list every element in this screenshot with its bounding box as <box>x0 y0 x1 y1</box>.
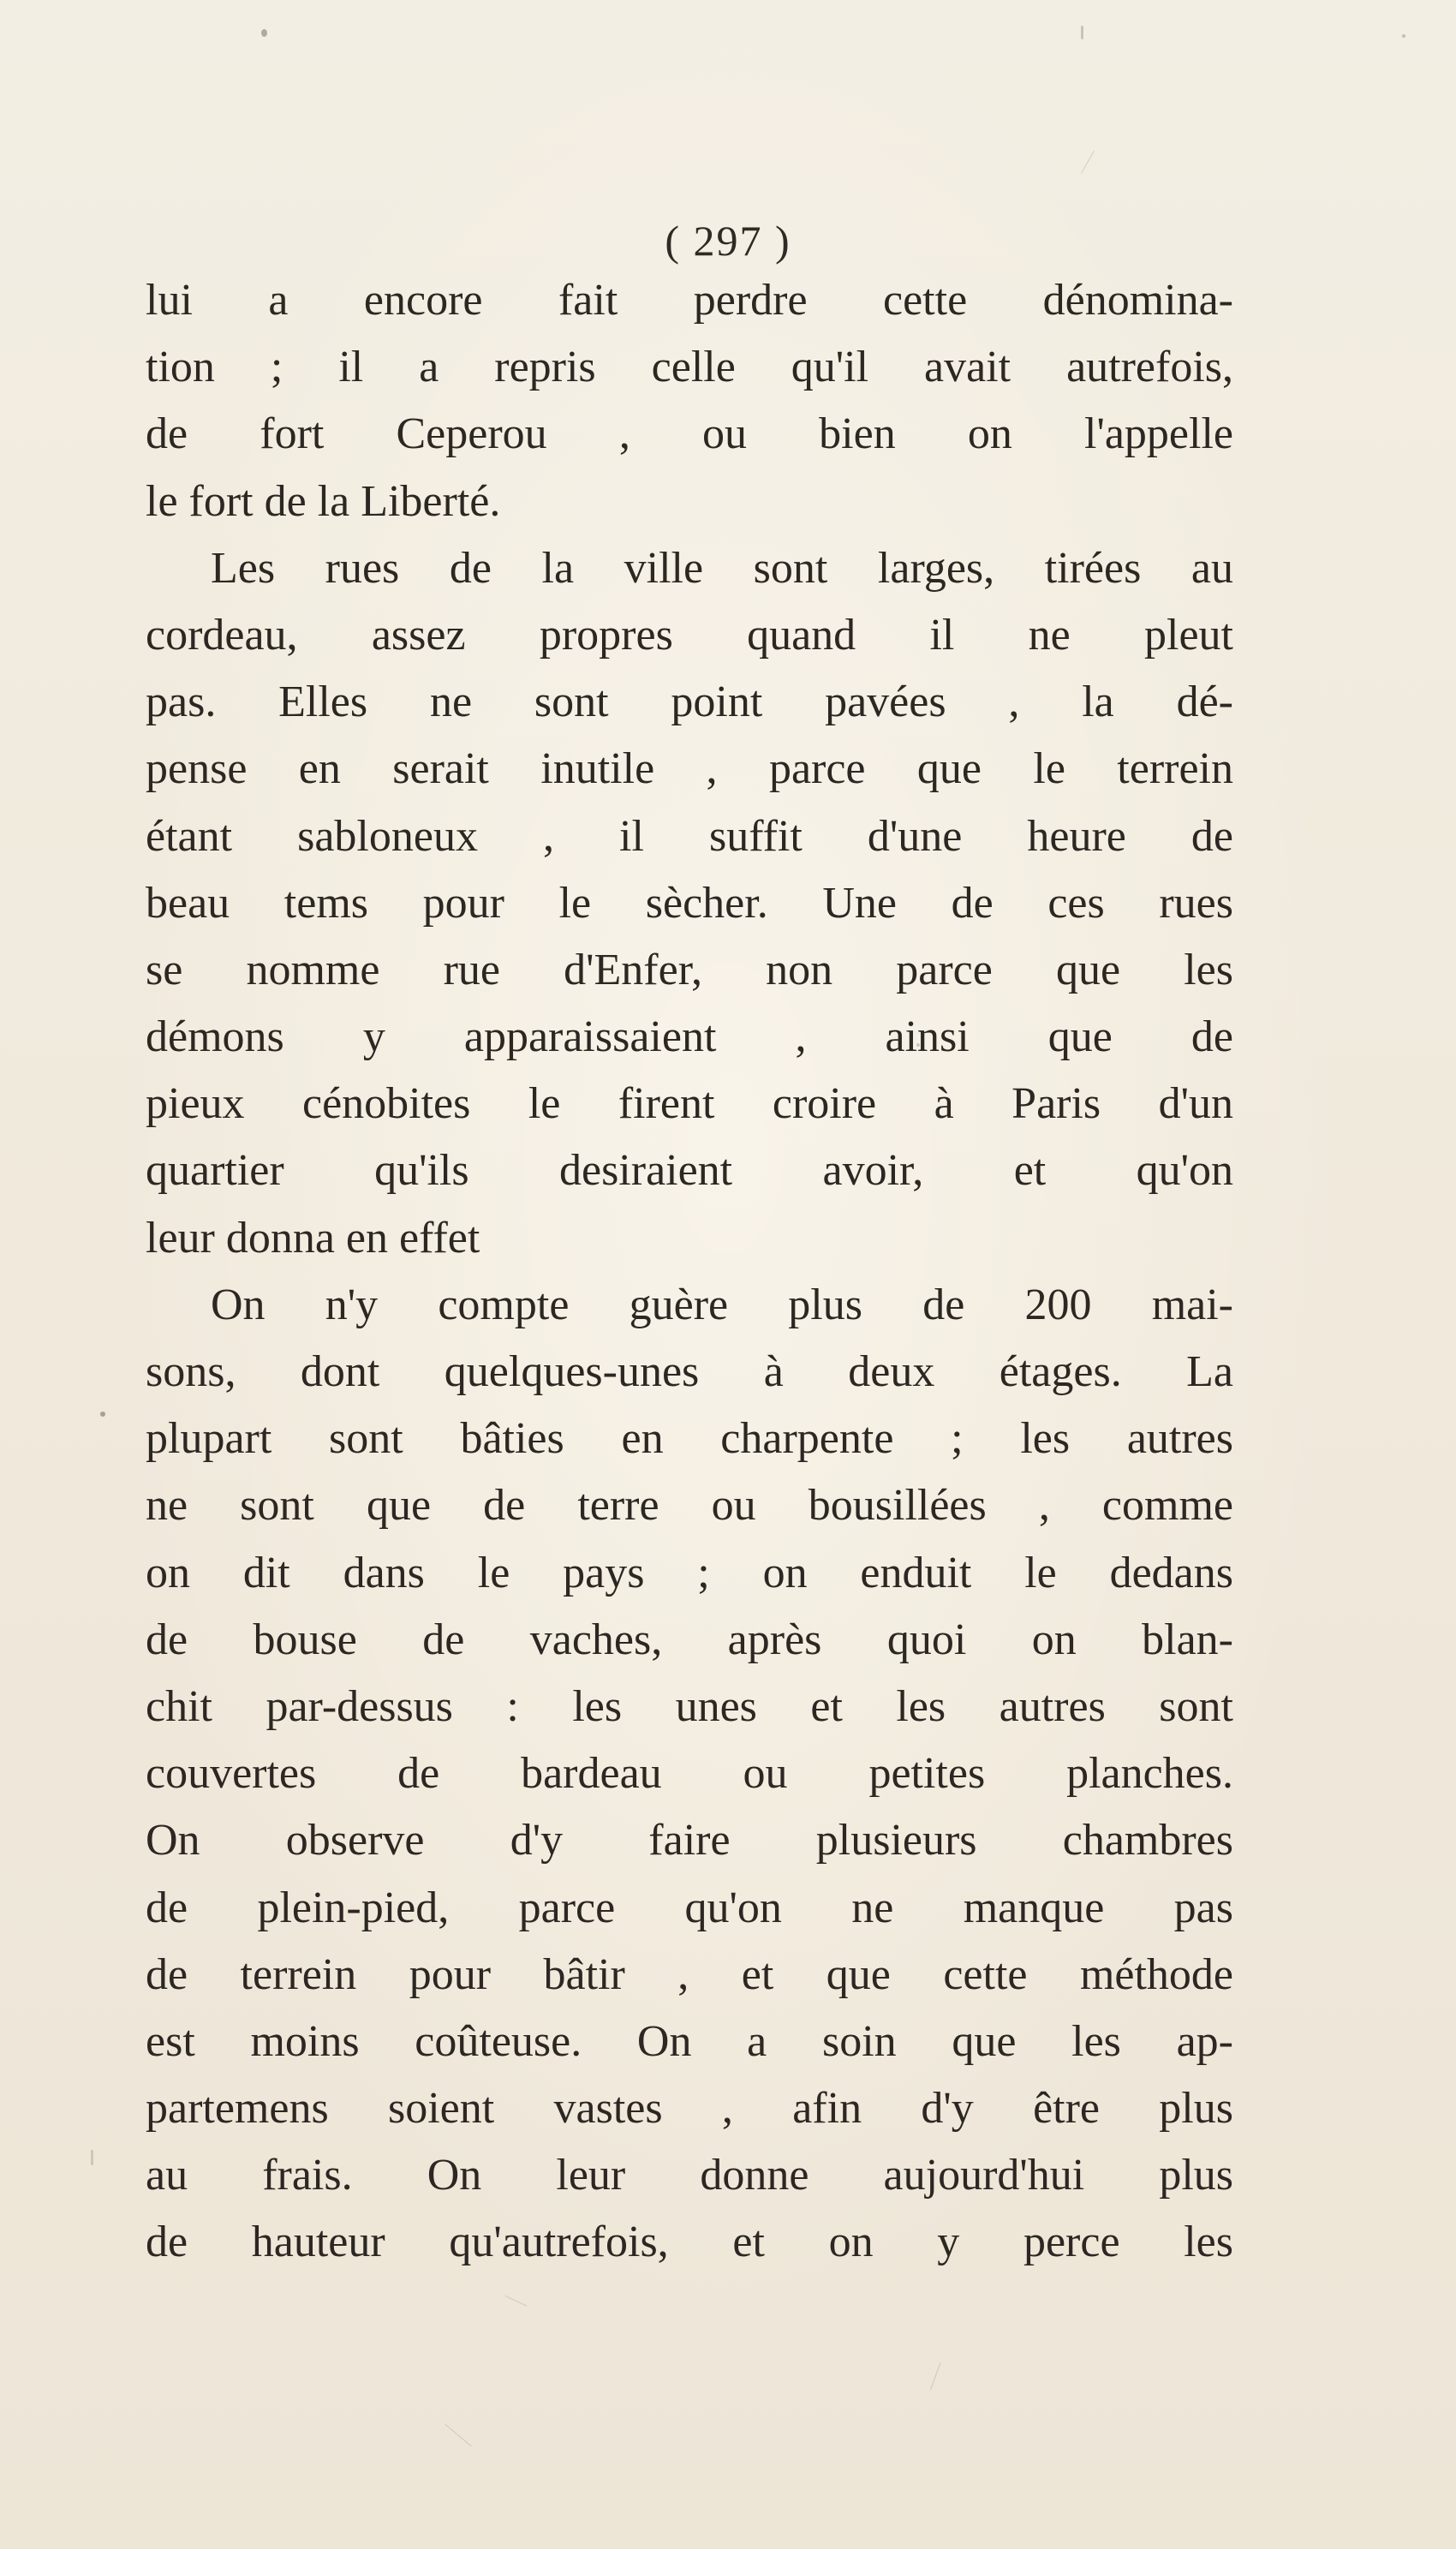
text-line: se nomme rue d'Enfer, non parce que les <box>146 945 1233 994</box>
text-line: cordeau, assez propres quand il ne pleut <box>146 610 1233 660</box>
text-line: chit par-dessus : les unes et les autres sont <box>146 1681 1233 1731</box>
text-line: couvertes de bardeau ou petites planches. <box>146 1749 1233 1799</box>
text-line: on dit dans le pays ; on enduit le dedans <box>146 1548 1233 1597</box>
paper-fibre <box>505 2295 528 2307</box>
paper-speck <box>1402 34 1405 38</box>
text-line: démons y apparaissaient , ainsi que de <box>146 1012 1233 1062</box>
page-number: ( 297 ) <box>665 217 791 265</box>
paper-fibre <box>445 2424 471 2446</box>
text-line: étant sabloneux , il suffit d'une heure de <box>146 811 1233 861</box>
text-line: le fort de la Liberté. <box>146 476 501 526</box>
text-line: pense en serait inutile , parce que le terrein <box>146 744 1233 794</box>
text-line: pas. Elles ne sont point pavées , la dé- <box>146 678 1233 727</box>
text-line: de fort Ceperou , ou bien on l'appelle <box>146 409 1233 459</box>
text-line: de bouse de vaches, après quoi on blan- <box>146 1615 1233 1664</box>
paper-speck <box>100 1412 105 1417</box>
text-line: pieux cénobites le firent croire à Paris d'un <box>146 1079 1233 1129</box>
text-line: de terrein pour bâtir , et que cette méthode <box>146 1949 1233 1999</box>
text-line: plupart sont bâties en charpente ; les autres <box>146 1414 1233 1464</box>
body-text <box>146 267 1233 2277</box>
text-line: beau tems pour le sècher. Une de ces rues <box>146 878 1233 928</box>
text-line: sons, dont quelques-unes à deux étages. La <box>146 1347 1233 1396</box>
text-line: On n'y compte guère plus de 200 mai- <box>211 1280 1233 1329</box>
text-line: de hauteur qu'autrefois, et on y perce les <box>146 2218 1233 2267</box>
text-line: leur donna en effet <box>146 1213 480 1263</box>
text-line: quartier qu'ils desiraient avoir, et qu'on <box>146 1146 1233 1196</box>
text-line: On observe d'y faire plusieurs chambres <box>146 1816 1233 1865</box>
text-line: Les rues de la ville sont larges, tirées au <box>211 543 1233 593</box>
paper-speck <box>1081 26 1083 39</box>
paper-speck <box>91 2150 93 2165</box>
text-line: est moins coûteuse. On a soin que les ap- <box>146 2016 1233 2066</box>
text-line: partemens soient vastes , afin d'y être plus <box>146 2084 1233 2134</box>
paper-fibre <box>1081 151 1095 173</box>
text-line: au frais. On leur donne aujourd'hui plus <box>146 2151 1233 2200</box>
paper-speck <box>261 29 267 37</box>
paper-fibre <box>930 2362 941 2390</box>
text-line: tion ; il a repris celle qu'il avait autrefois, <box>146 343 1233 392</box>
text-line: lui a encore fait perdre cette dénomina- <box>146 276 1233 325</box>
text-line: de plein-pied, parce qu'on ne manque pas <box>146 1883 1233 1932</box>
text-line: ne sont que de terre ou bousillées , comme <box>146 1481 1233 1531</box>
